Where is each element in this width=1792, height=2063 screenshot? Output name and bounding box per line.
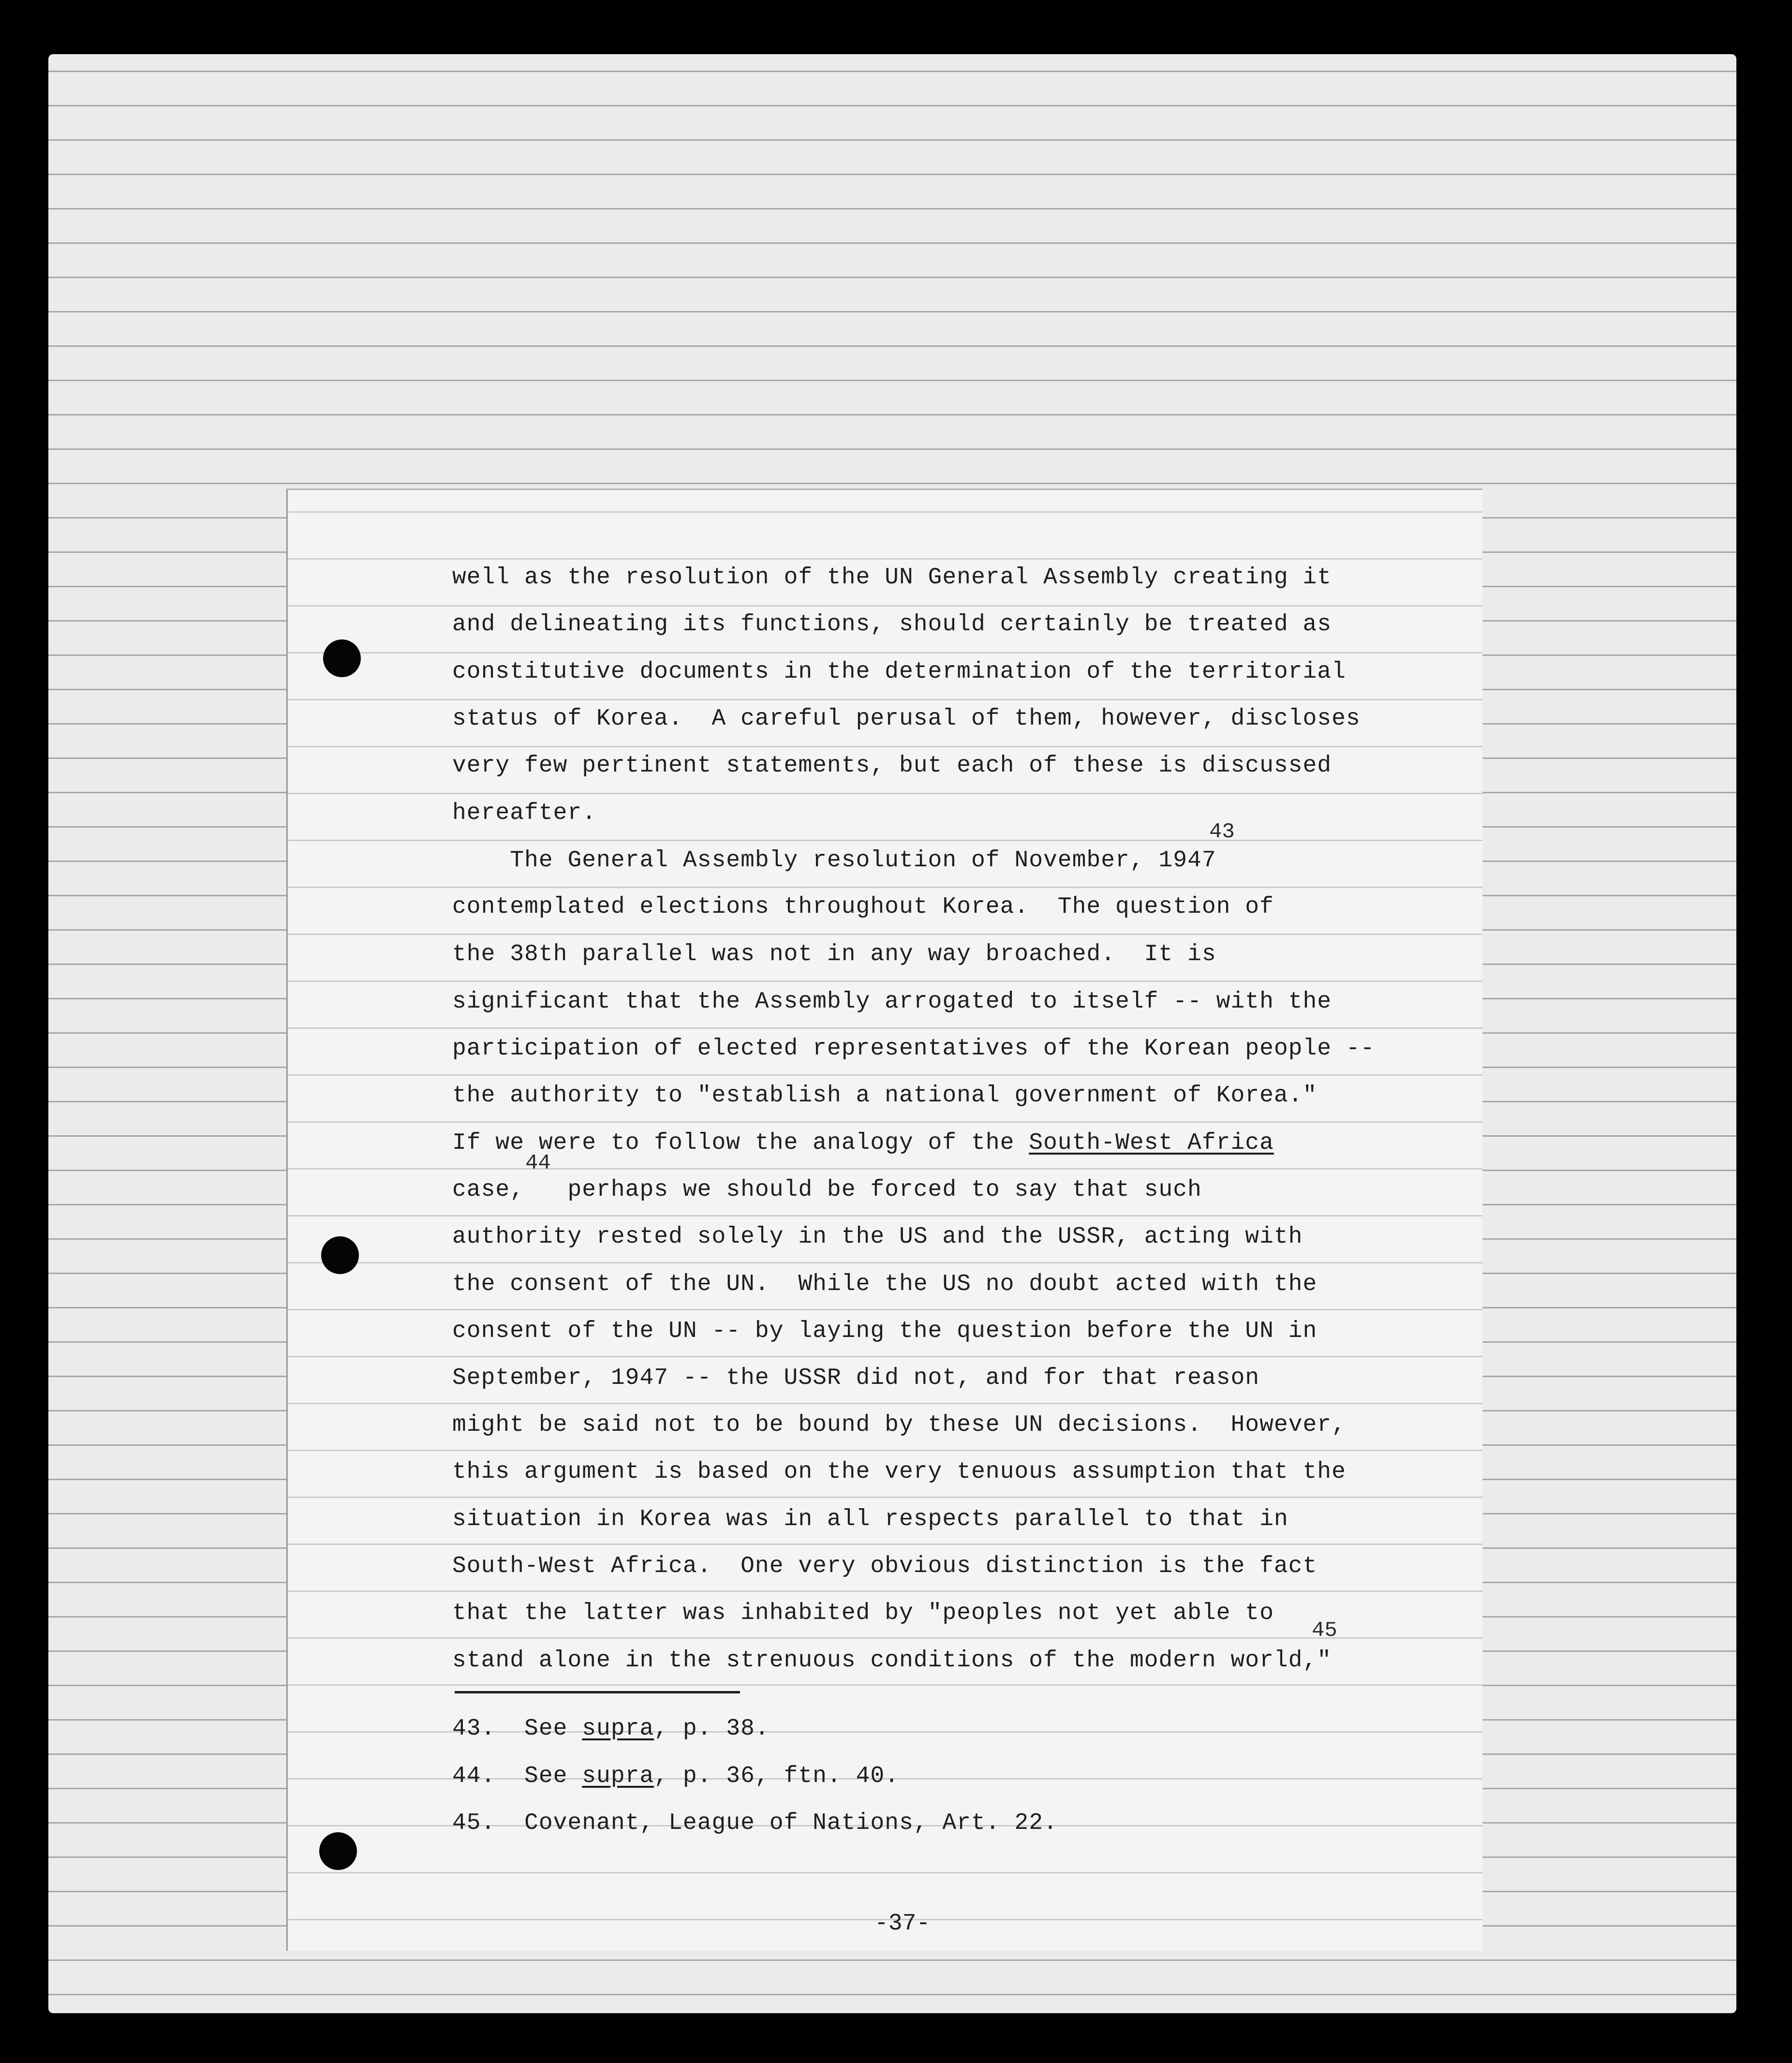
footnote-text: , p. 36, ftn. 40. <box>654 1763 899 1789</box>
body-line: constitutive documents in the determination of the territorial <box>452 659 1346 685</box>
body-line <box>452 1129 1274 1157</box>
footnote-number: 45. <box>452 1810 496 1836</box>
body-line: September, 1947 -- the USSR did not, and for that reason <box>452 1365 1260 1391</box>
body-line: this argument is based on the very tenuous assumption that the <box>452 1459 1346 1485</box>
body-line: and delineating its functions, should certainly be treated as <box>452 611 1332 638</box>
body-line: situation in Korea was in all respects parallel to that in <box>452 1506 1288 1532</box>
body-line: status of Korea. A careful perusal of them, however, discloses <box>452 706 1361 732</box>
body-line: the consent of the UN. While the US no doubt acted with the <box>452 1271 1318 1297</box>
body-line: South-West Africa. One very obvious distinction is the fact <box>452 1553 1318 1579</box>
footnote-number: 44. <box>452 1763 496 1789</box>
body-line: the 38th parallel was not in any way broached. It is <box>452 941 1216 967</box>
footnote-number: 43. <box>452 1716 496 1742</box>
body-line: consent of the UN -- by laying the question before the UN in <box>452 1318 1318 1344</box>
footnote-supra: supra <box>582 1716 654 1742</box>
footnote-text: , p. 38. <box>654 1716 770 1742</box>
body-line: that the latter was inhabited by "peoples not yet able to <box>452 1600 1274 1626</box>
body-line-text: If we were to follow the analogy of the <box>452 1130 1029 1156</box>
footnote-rule <box>455 1691 740 1693</box>
body-line: authority rested solely in the US and the USSR, acting with <box>452 1224 1303 1250</box>
body-line: participation of elected representatives of the Korean people -- <box>452 1036 1375 1062</box>
footnote-marker-45: 45 <box>1312 1618 1337 1643</box>
footnote <box>452 1809 1058 1837</box>
footnote-text: See <box>524 1716 582 1742</box>
footnote-text: Covenant, League of Nations, Art. 22. <box>524 1810 1058 1836</box>
footnote <box>452 1715 770 1743</box>
body-line: the authority to "establish a national government of Korea." <box>452 1083 1318 1109</box>
footnote-marker-44: 44 <box>525 1151 551 1175</box>
footnote <box>452 1762 899 1790</box>
punch-hole-middle <box>321 1236 359 1274</box>
footnote-text: See <box>524 1763 582 1789</box>
body-line: hereafter. <box>452 800 597 826</box>
body-line: stand alone in the strenuous conditions of the modern world," <box>452 1647 1332 1674</box>
body-line: well as the resolution of the UN General Assembly creating it <box>452 564 1332 591</box>
body-line: contemplated elections throughout Korea. The question of <box>452 894 1274 920</box>
body-line: significant that the Assembly arrogated to itself -- with the <box>452 989 1332 1015</box>
punch-hole-bottom <box>319 1832 357 1870</box>
punch-hole-top <box>323 639 361 677</box>
body-line: very few pertinent statements, but each of these is discussed <box>452 753 1332 779</box>
footnote-marker-43: 43 <box>1209 820 1235 844</box>
body-line: might be said not to be bound by these UN decisions. However, <box>452 1412 1346 1438</box>
page-number: -37- <box>874 1911 931 1937</box>
body-line: case, perhaps we should be forced to say that such <box>452 1177 1202 1203</box>
case-name-underlined: South-West Africa <box>1029 1130 1274 1156</box>
footnote-supra: supra <box>582 1763 654 1789</box>
body-line: The General Assembly resolution of November, 1947 <box>452 847 1216 874</box>
